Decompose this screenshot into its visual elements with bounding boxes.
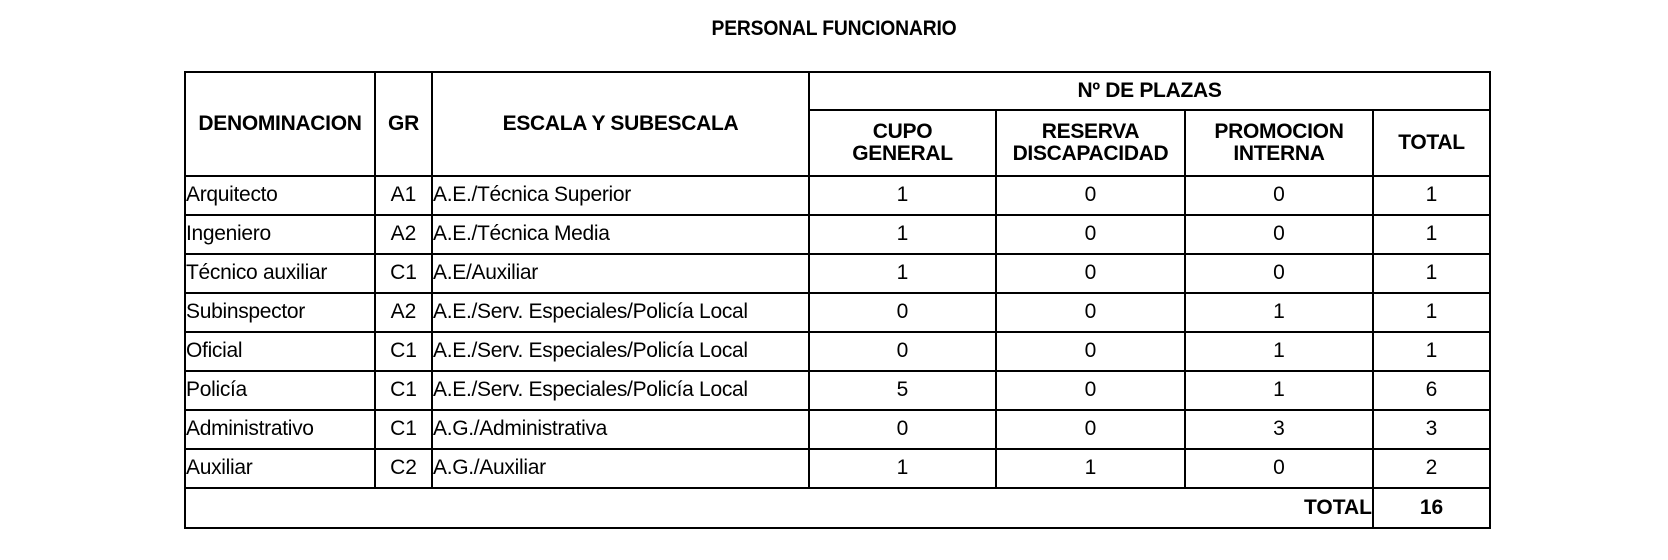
cell-gr: C1 [375, 410, 432, 449]
cell-promocion: 1 [1185, 371, 1373, 410]
table-row [185, 176, 1490, 215]
cell-cupo: 0 [809, 293, 996, 332]
cell-denominacion: Policía [185, 371, 375, 410]
header-promocion-line2: INTERNA [1233, 142, 1325, 165]
cell-reserva: 0 [996, 176, 1185, 215]
header-row-1 [185, 72, 1490, 110]
cell-gr: A1 [375, 176, 432, 215]
cell-gr: C1 [375, 254, 432, 293]
cell-denominacion: Auxiliar [185, 449, 375, 488]
header-promocion-interna [1185, 110, 1373, 176]
cell-reserva: 1 [996, 449, 1185, 488]
cell-escala: A.E./Serv. Especiales/Policía Local [432, 371, 809, 410]
cell-denominacion: Oficial [185, 332, 375, 371]
cell-gr: C1 [375, 332, 432, 371]
header-escala: ESCALA Y SUBESCALA [432, 72, 809, 176]
table-row [185, 215, 1490, 254]
cell-promocion: 1 [1185, 332, 1373, 371]
cell-promocion: 0 [1185, 215, 1373, 254]
table-row [185, 254, 1490, 293]
cell-promocion: 1 [1185, 293, 1373, 332]
cell-denominacion: Técnico auxiliar [185, 254, 375, 293]
cell-escala: A.E./Técnica Media [432, 215, 809, 254]
cell-denominacion: Administrativo [185, 410, 375, 449]
total-value: 16 [1373, 488, 1490, 528]
cell-cupo: 5 [809, 371, 996, 410]
header-denominacion: DENOMINACION [185, 72, 375, 176]
header-gr: GR [375, 72, 432, 176]
cell-total: 1 [1373, 215, 1490, 254]
cell-escala: A.E./Técnica Superior [432, 176, 809, 215]
cell-cupo: 0 [809, 332, 996, 371]
header-promocion-line1: PROMOCION [1214, 119, 1344, 143]
cell-total: 1 [1373, 176, 1490, 215]
header-reserva-line2: DISCAPACIDAD [1012, 142, 1169, 165]
cell-reserva: 0 [996, 332, 1185, 371]
header-cupo-line2: GENERAL [852, 142, 953, 165]
cell-denominacion: Arquitecto [185, 176, 375, 215]
cell-total: 1 [1373, 254, 1490, 293]
cell-escala: A.E./Serv. Especiales/Policía Local [432, 332, 809, 371]
cell-gr: C1 [375, 371, 432, 410]
header-reserva-discapacidad [996, 110, 1185, 176]
header-reserva-line1: RESERVA [1041, 119, 1140, 143]
total-row [185, 488, 1490, 528]
cell-denominacion: Subinspector [185, 293, 375, 332]
cell-promocion: 0 [1185, 449, 1373, 488]
header-cupo-line1: CUPO [872, 119, 933, 143]
cell-cupo: 1 [809, 254, 996, 293]
cell-cupo: 1 [809, 449, 996, 488]
cell-promocion: 0 [1185, 254, 1373, 293]
cell-reserva: 0 [996, 254, 1185, 293]
table-row [185, 332, 1490, 371]
cell-escala: A.E/Auxiliar [432, 254, 809, 293]
cell-total: 1 [1373, 293, 1490, 332]
cell-gr: C2 [375, 449, 432, 488]
cell-promocion: 0 [1185, 176, 1373, 215]
cell-reserva: 0 [996, 215, 1185, 254]
document-title: PERSONAL FUNCIONARIO [711, 17, 957, 40]
header-cupo-general [809, 110, 996, 176]
plazas-table [184, 71, 1491, 529]
cell-total: 1 [1373, 332, 1490, 371]
cell-escala: A.E./Serv. Especiales/Policía Local [432, 293, 809, 332]
table-row [185, 293, 1490, 332]
table-row [185, 371, 1490, 410]
cell-total: 2 [1373, 449, 1490, 488]
cell-reserva: 0 [996, 410, 1185, 449]
cell-cupo: 0 [809, 410, 996, 449]
total-label: TOTAL [185, 488, 1373, 528]
cell-cupo: 1 [809, 176, 996, 215]
cell-escala: A.G./Auxiliar [432, 449, 809, 488]
cell-gr: A2 [375, 215, 432, 254]
table-row [185, 410, 1490, 449]
cell-reserva: 0 [996, 371, 1185, 410]
cell-gr: A2 [375, 293, 432, 332]
header-total: TOTAL [1373, 110, 1490, 176]
cell-denominacion: Ingeniero [185, 215, 375, 254]
cell-total: 6 [1373, 371, 1490, 410]
table-row [185, 449, 1490, 488]
cell-promocion: 3 [1185, 410, 1373, 449]
cell-reserva: 0 [996, 293, 1185, 332]
header-plazas-group: Nº DE PLAZAS [809, 72, 1490, 110]
cell-total: 3 [1373, 410, 1490, 449]
cell-escala: A.G./Administrativa [432, 410, 809, 449]
cell-cupo: 1 [809, 215, 996, 254]
